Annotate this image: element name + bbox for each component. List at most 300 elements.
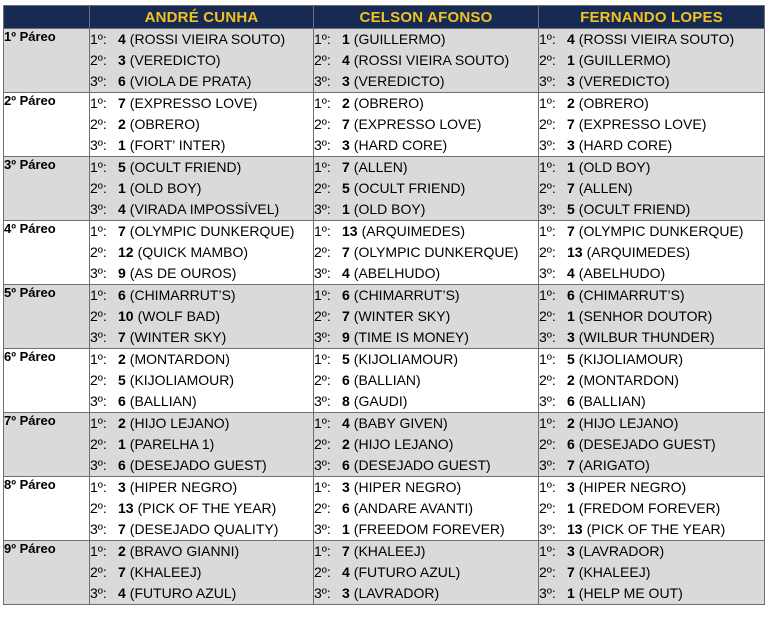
- horse-number: 1: [567, 585, 575, 601]
- tipster-celson-afonso: CELSON AFONSO: [314, 6, 539, 29]
- pick-position: 2º:: [539, 436, 556, 452]
- pick-position: 1º:: [314, 351, 331, 367]
- horse-number: 13: [567, 244, 583, 260]
- pick-line: [90, 391, 313, 412]
- horse-number: 1: [567, 159, 575, 175]
- pick-position: 3º:: [539, 585, 556, 601]
- horse-number: 7: [342, 543, 350, 559]
- pick-line: [90, 157, 313, 178]
- horse-name: (WINTER SKY): [129, 329, 227, 345]
- pick-line: [90, 114, 313, 135]
- horse-name: (VIOLA DE PRATA): [129, 73, 252, 89]
- pick-position: 1º:: [539, 479, 556, 495]
- tip-cell: [314, 93, 539, 157]
- pick-position: 3º:: [90, 585, 107, 601]
- horse-number: 6: [567, 436, 575, 452]
- pick-position: 3º:: [539, 457, 556, 473]
- pick-position: 2º:: [314, 372, 331, 388]
- header-corner: [4, 6, 90, 29]
- horse-number: 4: [342, 564, 350, 580]
- tip-cell: [314, 349, 539, 413]
- race-label: 7º Páreo: [4, 413, 90, 477]
- pick-position: 2º:: [314, 244, 331, 260]
- horse-name: (ROSSI VIEIRA SOUTO): [578, 31, 735, 47]
- pick-line: [539, 71, 764, 92]
- pick-position: 1º:: [90, 31, 107, 47]
- tip-cell: [90, 349, 314, 413]
- horse-number: 7: [567, 457, 575, 473]
- horse-name: (GUILLERMO): [353, 31, 446, 47]
- horse-number: 2: [567, 372, 575, 388]
- pick-line: [314, 263, 538, 284]
- pick-line: [90, 477, 313, 498]
- horse-number: 5: [118, 372, 126, 388]
- pick-line: [314, 306, 538, 327]
- horse-name: (OBRERO): [353, 95, 424, 111]
- horse-number: 5: [342, 351, 350, 367]
- pick-position: 2º:: [90, 116, 107, 132]
- horse-name: (OCULT FRIEND): [578, 201, 691, 217]
- horse-number: 9: [118, 265, 126, 281]
- horse-name: (TIME IS MONEY): [353, 329, 469, 345]
- horse-number: 6: [118, 393, 126, 409]
- horse-name: (ARQUIMEDES): [361, 223, 466, 239]
- pick-position: 3º:: [539, 265, 556, 281]
- pick-line: [539, 135, 764, 156]
- pick-line: [314, 50, 538, 71]
- horse-name: (FREEDOM FOREVER): [353, 521, 505, 537]
- pick-position: 1º:: [90, 223, 107, 239]
- pick-line: [539, 562, 764, 583]
- horse-number: 6: [342, 500, 350, 516]
- pick-position: 3º:: [314, 73, 331, 89]
- horse-name: (VEREDICTO): [129, 52, 221, 68]
- horse-number: 1: [118, 180, 126, 196]
- pick-line: [539, 114, 764, 135]
- pick-line: [539, 327, 764, 348]
- pick-position: 1º:: [314, 479, 331, 495]
- pick-position: 2º:: [539, 116, 556, 132]
- race-row: [4, 29, 765, 93]
- horse-number: 12: [118, 244, 134, 260]
- horse-number: 1: [567, 500, 575, 516]
- horse-name: (WILBUR THUNDER): [578, 329, 715, 345]
- horse-name: (MONTARDON): [129, 351, 230, 367]
- horse-name: (HIJO LEJANO): [353, 436, 454, 452]
- horse-number: 13: [118, 500, 134, 516]
- horse-name: (DESEJADO QUALITY): [129, 521, 279, 537]
- horse-name: (OBRERO): [129, 116, 200, 132]
- pick-line: [539, 93, 764, 114]
- pick-line: [314, 199, 538, 220]
- pick-line: [539, 221, 764, 242]
- pick-line: [90, 29, 313, 50]
- tip-cell: [314, 157, 539, 221]
- pick-line: [314, 349, 538, 370]
- pick-position: 3º:: [314, 521, 331, 537]
- tip-cell: [539, 285, 765, 349]
- pick-line: [90, 221, 313, 242]
- horse-name: (OLYMPIC DUNKERQUE): [353, 244, 519, 260]
- pick-position: 1º:: [90, 287, 107, 303]
- pick-line: [314, 71, 538, 92]
- tip-cell: [539, 29, 765, 93]
- pick-line: [314, 242, 538, 263]
- pick-position: 2º:: [314, 308, 331, 324]
- horse-name: (FUTURO AZUL): [353, 564, 461, 580]
- horse-number: 5: [567, 201, 575, 217]
- pick-line: [539, 413, 764, 434]
- horse-name: (SENHOR DOUTOR): [578, 308, 713, 324]
- horse-name: (CHIMARRUT’S): [578, 287, 685, 303]
- horse-number: 7: [567, 223, 575, 239]
- tip-cell: [314, 541, 539, 605]
- horse-name: (AS DE OUROS): [129, 265, 237, 281]
- horse-name: (BABY GIVEN): [353, 415, 448, 431]
- pick-position: 1º:: [314, 415, 331, 431]
- pick-position: 1º:: [539, 95, 556, 111]
- horse-number: 2: [342, 436, 350, 452]
- horse-number: 3: [342, 479, 350, 495]
- pick-line: [539, 477, 764, 498]
- horse-name: (ROSSI VIEIRA SOUTO): [129, 31, 286, 47]
- horse-number: 9: [342, 329, 350, 345]
- horse-number: 2: [342, 95, 350, 111]
- horse-number: 3: [567, 329, 575, 345]
- pick-position: 2º:: [314, 180, 331, 196]
- pick-position: 2º:: [90, 308, 107, 324]
- horse-name: (WINTER SKY): [353, 308, 451, 324]
- horse-name: (VEREDICTO): [578, 73, 670, 89]
- pick-position: 1º:: [539, 31, 556, 47]
- horse-name: (QUICK MAMBO): [137, 244, 249, 260]
- horse-name: (HARD CORE): [353, 137, 448, 153]
- pick-position: 2º:: [539, 244, 556, 260]
- pick-line: [539, 263, 764, 284]
- tip-cell: [90, 93, 314, 157]
- tip-cell: [90, 221, 314, 285]
- pick-position: 3º:: [314, 265, 331, 281]
- pick-line: [90, 71, 313, 92]
- horse-name: (OLD BOY): [578, 159, 651, 175]
- pick-position: 1º:: [314, 31, 331, 47]
- horse-name: (FORT’ INTER): [129, 137, 226, 153]
- horse-number: 3: [567, 137, 575, 153]
- horse-name: (DESEJADO GUEST): [353, 457, 491, 473]
- pick-line: [539, 455, 764, 476]
- horse-number: 4: [342, 52, 350, 68]
- horse-number: 10: [118, 308, 134, 324]
- tip-cell: [539, 541, 765, 605]
- pick-line: [314, 114, 538, 135]
- horse-name: (BALLIAN): [353, 372, 421, 388]
- horse-name: (VIRADA IMPOSSÍVEL): [129, 201, 280, 217]
- pick-position: 2º:: [90, 436, 107, 452]
- horse-name: (DESEJADO GUEST): [578, 436, 716, 452]
- tip-cell: [90, 285, 314, 349]
- pick-position: 1º:: [90, 479, 107, 495]
- pick-line: [539, 178, 764, 199]
- horse-number: 3: [342, 137, 350, 153]
- pick-line: [539, 498, 764, 519]
- race-row: [4, 349, 765, 413]
- horse-number: 3: [567, 73, 575, 89]
- pick-position: 2º:: [539, 500, 556, 516]
- horse-number: 1: [118, 436, 126, 452]
- horse-name: (OLYMPIC DUNKERQUE): [129, 223, 295, 239]
- horse-name: (DESEJADO GUEST): [129, 457, 267, 473]
- pick-position: 3º:: [539, 137, 556, 153]
- pick-line: [314, 498, 538, 519]
- horse-name: (CHIMARRUT’S): [353, 287, 460, 303]
- horse-number: 6: [342, 372, 350, 388]
- pick-position: 1º:: [90, 159, 107, 175]
- pick-line: [539, 434, 764, 455]
- pick-position: 1º:: [90, 95, 107, 111]
- horse-number: 7: [342, 159, 350, 175]
- horse-number: 4: [118, 31, 126, 47]
- horse-name: (OLYMPIC DUNKERQUE): [578, 223, 744, 239]
- horse-number: 7: [567, 180, 575, 196]
- horse-number: 2: [118, 116, 126, 132]
- horse-name: (KIJOLIAMOUR): [129, 372, 235, 388]
- pick-position: 3º:: [539, 521, 556, 537]
- pick-position: 1º:: [539, 351, 556, 367]
- tip-cell: [90, 157, 314, 221]
- horse-number: 7: [118, 521, 126, 537]
- pick-line: [539, 157, 764, 178]
- pick-position: 3º:: [90, 265, 107, 281]
- race-row: [4, 93, 765, 157]
- horse-number: 3: [118, 52, 126, 68]
- pick-line: [314, 93, 538, 114]
- horse-number: 7: [567, 116, 575, 132]
- pick-line: [539, 541, 764, 562]
- horse-number: 3: [567, 479, 575, 495]
- tip-cell: [314, 477, 539, 541]
- horse-name: (FUTURO AZUL): [129, 585, 237, 601]
- pick-line: [314, 135, 538, 156]
- horse-number: 5: [118, 159, 126, 175]
- race-label: 9º Páreo: [4, 541, 90, 605]
- tip-cell: [539, 349, 765, 413]
- horse-number: 4: [118, 201, 126, 217]
- pick-line: [90, 306, 313, 327]
- pick-line: [539, 50, 764, 71]
- horse-number: 3: [342, 73, 350, 89]
- horse-number: 4: [118, 585, 126, 601]
- horse-number: 6: [118, 457, 126, 473]
- pick-position: 1º:: [539, 287, 556, 303]
- horse-name: (HELP ME OUT): [578, 585, 683, 601]
- pick-line: [539, 583, 764, 604]
- race-row: [4, 285, 765, 349]
- horse-name: (CHIMARRUT’S): [129, 287, 236, 303]
- horse-number: 6: [567, 287, 575, 303]
- pick-line: [539, 29, 764, 50]
- table-header: [4, 6, 765, 29]
- pick-position: 3º:: [90, 521, 107, 537]
- horse-name: (ABELHUDO): [353, 265, 441, 281]
- pick-line: [314, 285, 538, 306]
- pick-line: [90, 498, 313, 519]
- tipster-andre-cunha: ANDRÉ CUNHA: [90, 6, 314, 29]
- pick-line: [539, 519, 764, 540]
- horse-name: (HIJO LEJANO): [578, 415, 679, 431]
- horse-number: 6: [342, 457, 350, 473]
- pick-position: 2º:: [90, 500, 107, 516]
- pick-position: 2º:: [539, 308, 556, 324]
- horse-name: (OLD BOY): [129, 180, 202, 196]
- horse-name: (ROSSI VIEIRA SOUTO): [353, 52, 510, 68]
- pick-position: 2º:: [539, 372, 556, 388]
- pick-line: [90, 263, 313, 284]
- pick-line: [314, 455, 538, 476]
- pick-line: [90, 178, 313, 199]
- pick-line: [539, 349, 764, 370]
- horse-number: 6: [342, 287, 350, 303]
- horse-number: 3: [118, 479, 126, 495]
- horse-name: (ANDARE AVANTI): [353, 500, 474, 516]
- tip-cell: [539, 477, 765, 541]
- horse-number: 5: [567, 351, 575, 367]
- race-row: [4, 541, 765, 605]
- tip-cell: [539, 221, 765, 285]
- pick-line: [314, 370, 538, 391]
- pick-position: 2º:: [90, 52, 107, 68]
- pick-position: 1º:: [539, 543, 556, 559]
- pick-position: 1º:: [90, 543, 107, 559]
- pick-line: [314, 477, 538, 498]
- pick-position: 3º:: [90, 393, 107, 409]
- pick-position: 3º:: [90, 329, 107, 345]
- pick-line: [90, 519, 313, 540]
- pick-position: 2º:: [539, 180, 556, 196]
- horse-name: (LAVRADOR): [578, 543, 665, 559]
- horse-name: (OBRERO): [578, 95, 649, 111]
- pick-position: 1º:: [90, 351, 107, 367]
- horse-number: 1: [567, 308, 575, 324]
- horse-number: 8: [342, 393, 350, 409]
- pick-line: [314, 178, 538, 199]
- pick-line: [539, 242, 764, 263]
- horse-name: (HIPER NEGRO): [129, 479, 238, 495]
- pick-line: [90, 349, 313, 370]
- pick-line: [314, 413, 538, 434]
- horse-name: (PICK OF THE YEAR): [586, 521, 726, 537]
- horse-name: (LAVRADOR): [353, 585, 440, 601]
- pick-line: [90, 285, 313, 306]
- horse-number: 1: [118, 137, 126, 153]
- pick-position: 2º:: [539, 564, 556, 580]
- pick-line: [314, 519, 538, 540]
- pick-position: 3º:: [314, 201, 331, 217]
- horse-number: 7: [118, 223, 126, 239]
- pick-position: 1º:: [314, 159, 331, 175]
- race-label: 1º Páreo: [4, 29, 90, 93]
- pick-position: 2º:: [90, 180, 107, 196]
- pick-line: [539, 391, 764, 412]
- pick-line: [90, 583, 313, 604]
- pick-line: [539, 199, 764, 220]
- horse-name: (KHALEEJ): [578, 564, 651, 580]
- tip-cell: [90, 413, 314, 477]
- pick-line: [314, 562, 538, 583]
- pick-position: 3º:: [314, 137, 331, 153]
- race-row: [4, 221, 765, 285]
- horse-name: (EXPRESSO LOVE): [129, 95, 258, 111]
- race-row: [4, 157, 765, 221]
- horse-number: 7: [118, 95, 126, 111]
- race-row: [4, 477, 765, 541]
- pick-line: [314, 434, 538, 455]
- horse-name: (GAUDI): [353, 393, 408, 409]
- pick-position: 3º:: [539, 201, 556, 217]
- horse-name: (BALLIAN): [129, 393, 197, 409]
- horse-name: (HIPER NEGRO): [353, 479, 462, 495]
- horse-name: (EXPRESSO LOVE): [578, 116, 707, 132]
- pick-line: [314, 583, 538, 604]
- pick-line: [314, 29, 538, 50]
- pick-position: 3º:: [314, 457, 331, 473]
- tip-cell: [314, 413, 539, 477]
- pick-position: 3º:: [314, 585, 331, 601]
- horse-name: (KHALEEJ): [129, 564, 202, 580]
- horse-name: (PICK OF THE YEAR): [137, 500, 277, 516]
- pick-line: [90, 455, 313, 476]
- tips-table: [3, 5, 765, 605]
- horse-number: 7: [118, 564, 126, 580]
- horse-name: (KIJOLIAMOUR): [578, 351, 684, 367]
- pick-line: [539, 370, 764, 391]
- race-label: 8º Páreo: [4, 477, 90, 541]
- tip-cell: [90, 541, 314, 605]
- pick-line: [90, 50, 313, 71]
- pick-line: [314, 541, 538, 562]
- pick-line: [314, 157, 538, 178]
- tip-cell: [314, 285, 539, 349]
- pick-line: [90, 199, 313, 220]
- pick-line: [314, 391, 538, 412]
- horse-name: (OLD BOY): [353, 201, 426, 217]
- pick-line: [314, 327, 538, 348]
- horse-number: 2: [118, 543, 126, 559]
- horse-number: 7: [342, 116, 350, 132]
- pick-position: 3º:: [90, 201, 107, 217]
- race-row: [4, 413, 765, 477]
- pick-position: 2º:: [314, 436, 331, 452]
- horse-number: 2: [118, 415, 126, 431]
- horse-number: 6: [567, 393, 575, 409]
- pick-position: 1º:: [314, 543, 331, 559]
- horse-name: (GUILLERMO): [578, 52, 671, 68]
- pick-line: [90, 413, 313, 434]
- pick-position: 3º:: [539, 329, 556, 345]
- horse-name: (ARIGATO): [578, 457, 650, 473]
- horse-number: 7: [342, 308, 350, 324]
- horse-number: 4: [567, 265, 575, 281]
- pick-position: 2º:: [314, 116, 331, 132]
- horse-number: 2: [567, 415, 575, 431]
- race-label: 6º Páreo: [4, 349, 90, 413]
- tip-cell: [539, 413, 765, 477]
- pick-position: 3º:: [90, 457, 107, 473]
- horse-name: (ALLEN): [353, 159, 408, 175]
- pick-line: [90, 93, 313, 114]
- pick-position: 1º:: [314, 223, 331, 239]
- pick-position: 2º:: [90, 372, 107, 388]
- pick-line: [90, 135, 313, 156]
